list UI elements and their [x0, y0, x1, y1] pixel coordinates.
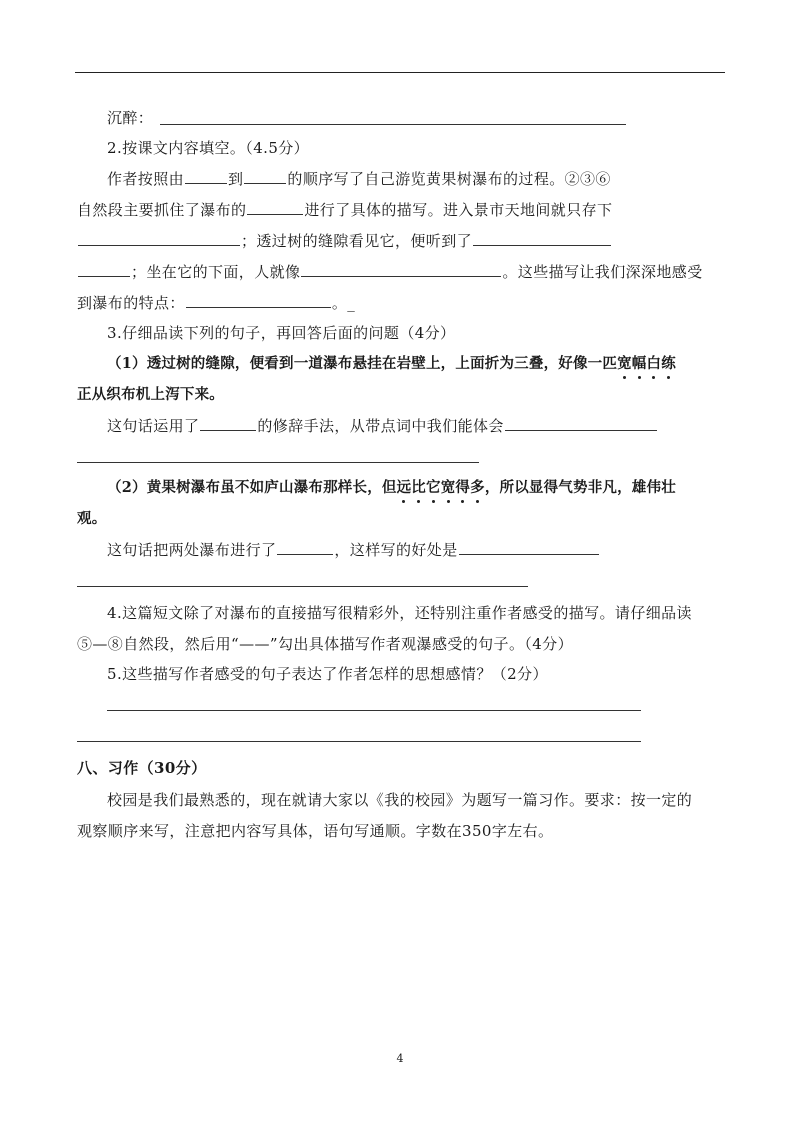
- q5-title: 5.这些描写作者感受的句子表达了作者怎样的思想感情？（2分）: [107, 665, 548, 683]
- blank-from[interactable]: [185, 169, 227, 184]
- blank-feature[interactable]: [186, 293, 331, 308]
- sentence-1-line-2: 正从织布机上泻下来。: [77, 386, 224, 403]
- q2-line-5: 到瀑布的特点： 。_: [77, 294, 356, 312]
- q4-line-1: 4.这篇短文除了对瀑布的直接描写很精彩外，还特别注重作者感受的描写。请仔细品读: [107, 604, 692, 622]
- sentence-2-line-2: 观。: [77, 510, 107, 527]
- dotted-char: 比: [411, 479, 426, 496]
- dotted-char: 得: [455, 479, 471, 496]
- dotted-char: 宽: [440, 479, 456, 496]
- blank-feeling[interactable]: [301, 262, 501, 277]
- s1-answer-line[interactable]: [77, 462, 479, 463]
- q3-title: 3.仔细品读下列的句子，再回答后面的问题（4分）: [107, 324, 456, 342]
- header-rule: [75, 72, 725, 73]
- q2-line-4: ；坐在它的下面，人就像 。这些描写让我们深深地感受: [77, 262, 725, 282]
- dotted-char: 它: [426, 479, 441, 496]
- blank-sight[interactable]: [78, 231, 240, 246]
- blank-rhetoric[interactable]: [200, 416, 256, 431]
- page-number: 4: [396, 1052, 404, 1065]
- sentence-2-line-1: （2）黄果树瀑布虽不如庐山瀑布那样长，但远比它宽得多，所以显得气势非凡，雄伟壮: [107, 479, 676, 496]
- q2-line-3: ；透过树的缝隙看见它，便听到了: [77, 231, 725, 251]
- essay-line-1: 校园是我们最熟悉的，现在就请大家以《我的校园》为题写一篇习作。要求：按一定的: [107, 791, 693, 809]
- dotted-char: 远: [396, 479, 412, 496]
- blank-to[interactable]: [244, 169, 286, 184]
- dotted-char: 幅: [631, 355, 647, 372]
- section-8-heading: 八、习作（30分）: [77, 759, 207, 777]
- dotted-char: 多: [470, 479, 485, 496]
- blank-benefit[interactable]: [459, 540, 599, 555]
- vocab-answer-line[interactable]: [160, 124, 626, 125]
- s1-question: 这句话运用了 的修辞手法，从带点词中我们能体会: [107, 416, 755, 436]
- blank-aspect[interactable]: [247, 200, 303, 215]
- q2-line-1: 作者按照由 到 的顺序写了自己游览黄果树瀑布的过程。②③⑥: [107, 170, 611, 188]
- dotted-char: 练: [661, 355, 676, 372]
- q4-line-2: ⑤—⑧自然段，然后用“——”勾出具体描写作者观瀑感受的句子。（4分）: [77, 635, 573, 653]
- s2-question: 这句话把两处瀑布进行了 ，这样写的好处是: [107, 540, 755, 560]
- q2-line-2: 自然段主要抓住了瀑布的 进行了具体的描写。进入景市天地间就只存下: [77, 201, 613, 219]
- q5-answer-line-2[interactable]: [77, 741, 641, 742]
- s2-answer-line[interactable]: [77, 586, 528, 587]
- q5-answer-line-1[interactable]: [107, 710, 641, 711]
- vocab-label: 沉醉：: [107, 109, 154, 127]
- q2-title: 2.按课文内容填空。（4.5分）: [107, 139, 310, 157]
- dotted-char: 宽: [617, 355, 632, 372]
- blank-sound[interactable]: [473, 231, 611, 246]
- sentence-1-line-1: （1）透过树的缝隙，便看到一道瀑布悬挂在岩壁上，上面折为三叠，好像一匹宽幅白练: [107, 355, 676, 372]
- vocab-line: [107, 108, 755, 128]
- dotted-char: 白: [646, 355, 662, 372]
- blank-sound-cont[interactable]: [78, 262, 130, 277]
- blank-comparison[interactable]: [277, 540, 333, 555]
- blank-understanding[interactable]: [505, 416, 657, 431]
- essay-line-2: 观察顺序来写，注意把内容写具体，语句写通顺。字数在350字左右。: [77, 822, 554, 840]
